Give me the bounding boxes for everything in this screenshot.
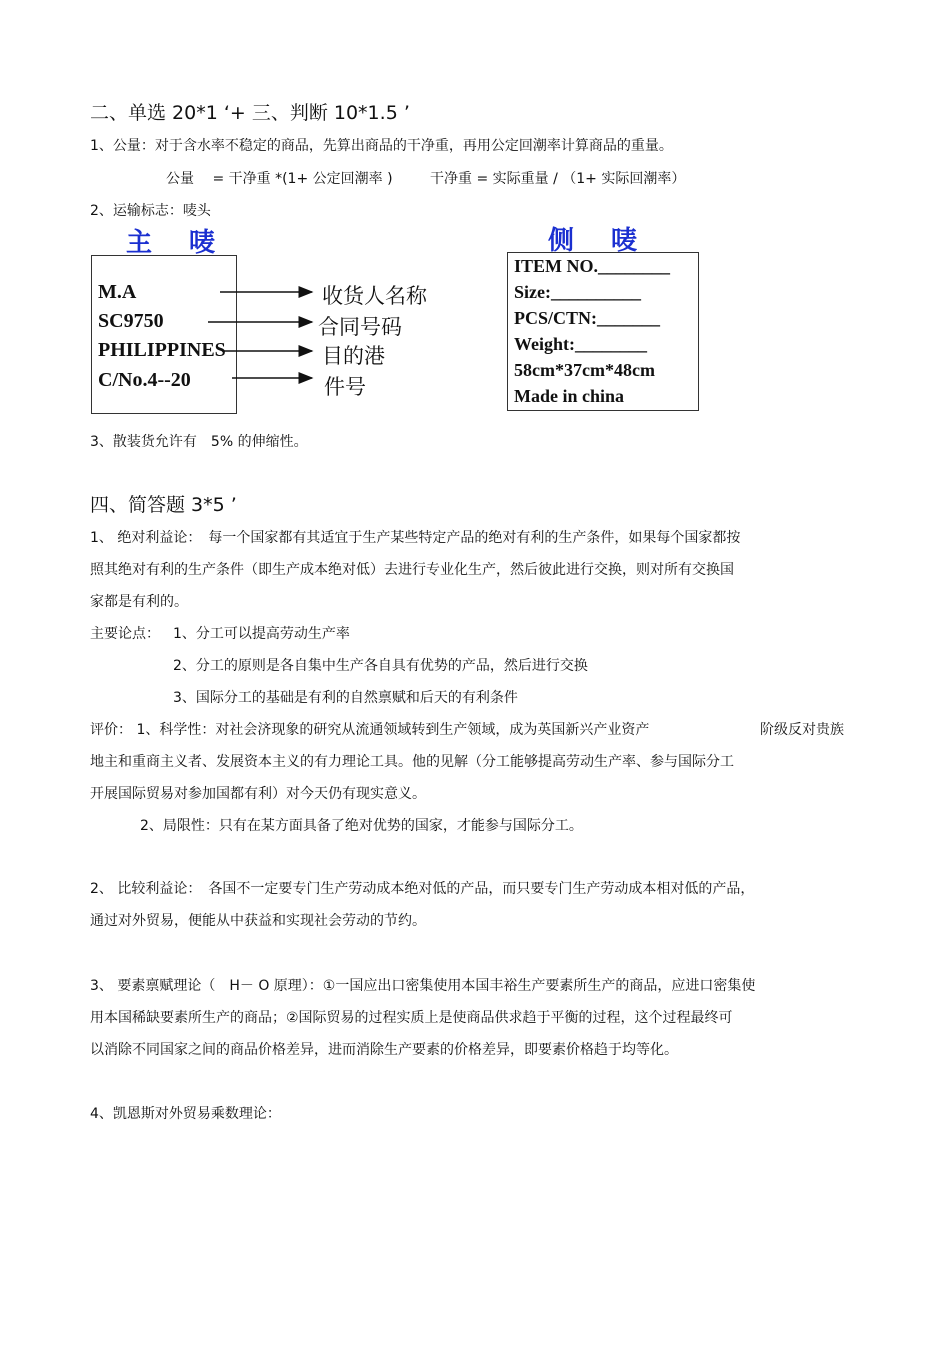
point-item: 3、国际分工的基础是有利的自然禀赋和后天的有利条件 <box>173 690 518 706</box>
q1-line: 1、 绝对利益论： 每一个国家都有其适宜于生产某些特定产品的绝对有利的生产条件，如果每个国家都按 <box>90 530 741 546</box>
main-mark-arrows <box>0 0 950 420</box>
item-gongliang: 1、公量：对于含水率不稳定的商品，先算出商品的干净重，再用公定回潮率计算商品的重量。 <box>90 138 673 154</box>
q3-line: 以消除不同国家之间的商品价格差异，进而消除生产要素的价格差异，即要素价格趋于均等化。 <box>90 1042 678 1058</box>
main-mark-line: SC9750 <box>98 310 164 332</box>
q2-line: 2、 比较利益论： 各国不一定要专门生产劳动成本绝对低的产品，而只要专门生产劳动成本相对低的产品， <box>90 881 755 897</box>
label-carton-no: 件号 <box>324 375 366 399</box>
side-mark-line: ITEM NO.________ <box>514 256 671 276</box>
label-contract-no: 合同号码 <box>318 315 402 339</box>
evaluation-line: 开展国际贸易对参加国都有利）对今天仍有现实意义。 <box>90 786 426 802</box>
formula-gongliang: 公量 = 干净重 *(1+ 公定回潮率 ) <box>166 171 393 187</box>
label-consignee: 收货人名称 <box>322 284 427 308</box>
q3-line: 用本国稀缺要素所生产的商品；②国际贸易的过程实质上是使商品供求趋于平衡的过程，这个过程最终可 <box>90 1010 733 1026</box>
side-mark-line: Made in china <box>514 386 625 406</box>
evaluation-line: 地主和重商主义者、发展资本主义的有力理论工具。他的见解（分工能够提高劳动生产率、参与国际分工 <box>90 754 734 770</box>
side-mark-line: PCS/CTN:_______ <box>514 308 661 328</box>
q2-line: 通过对外贸易，便能从中获益和实现社会劳动的节约。 <box>90 913 426 929</box>
point-item: 2、分工的原则是各自集中生产各自具有优势的产品，然后进行交换 <box>173 658 588 674</box>
q4-line: 4、凯恩斯对外贸易乘数理论： <box>90 1106 281 1122</box>
point-item: 1、分工可以提高劳动生产率 <box>173 626 350 642</box>
q3-line: 3、 要素禀赋理论（ H－ O 原理）：①一国应出口密集使用本国丰裕生产要素所生产的商品，应进口密集使 <box>90 978 756 994</box>
main-mark-line: M.A <box>98 281 137 303</box>
side-mark-line: Size:__________ <box>514 282 641 302</box>
item-bulk-tolerance: 3、散装货允许有 5% 的伸缩性。 <box>90 434 308 450</box>
formula-ganjingzhong: 干净重 = 实际重量 / （1+ 实际回潮率） <box>430 171 686 187</box>
q1-line: 家都是有利的。 <box>90 594 188 610</box>
points-label: 主要论点： <box>90 626 160 642</box>
main-mark-line: C/No.4--20 <box>98 369 191 391</box>
item-shipping-mark: 2、运输标志：唛头 <box>90 203 211 219</box>
evaluation-line-tail: 阶级反对贵族 <box>760 722 844 738</box>
evaluation-line: 评价： 1、科学性：对社会济现象的研究从流通领域转到生产领域，成为英国新兴产业资产 <box>90 722 650 738</box>
side-mark-line: Weight:________ <box>514 334 647 354</box>
main-mark-line: PHILIPPINES <box>98 339 226 361</box>
label-destination-port: 目的港 <box>322 344 385 368</box>
side-mark-line: 58cm*37cm*48cm <box>514 360 655 380</box>
section4-heading: 四、简答题 3*5 ’ <box>90 494 237 516</box>
side-mark-title: 侧 唛 <box>548 226 652 256</box>
main-mark-title: 主 唛 <box>126 228 230 258</box>
section2-heading: 二、单选 20*1 ‘+ 三、判断 10*1.5 ’ <box>90 102 410 124</box>
q1-line: 照其绝对有利的生产条件（即生产成本绝对低）去进行专业化生产，然后彼此进行交换，则对所有交换国 <box>90 562 734 578</box>
evaluation-limitation: 2、局限性：只有在某方面具备了绝对优势的国家，才能参与国际分工。 <box>140 818 583 834</box>
